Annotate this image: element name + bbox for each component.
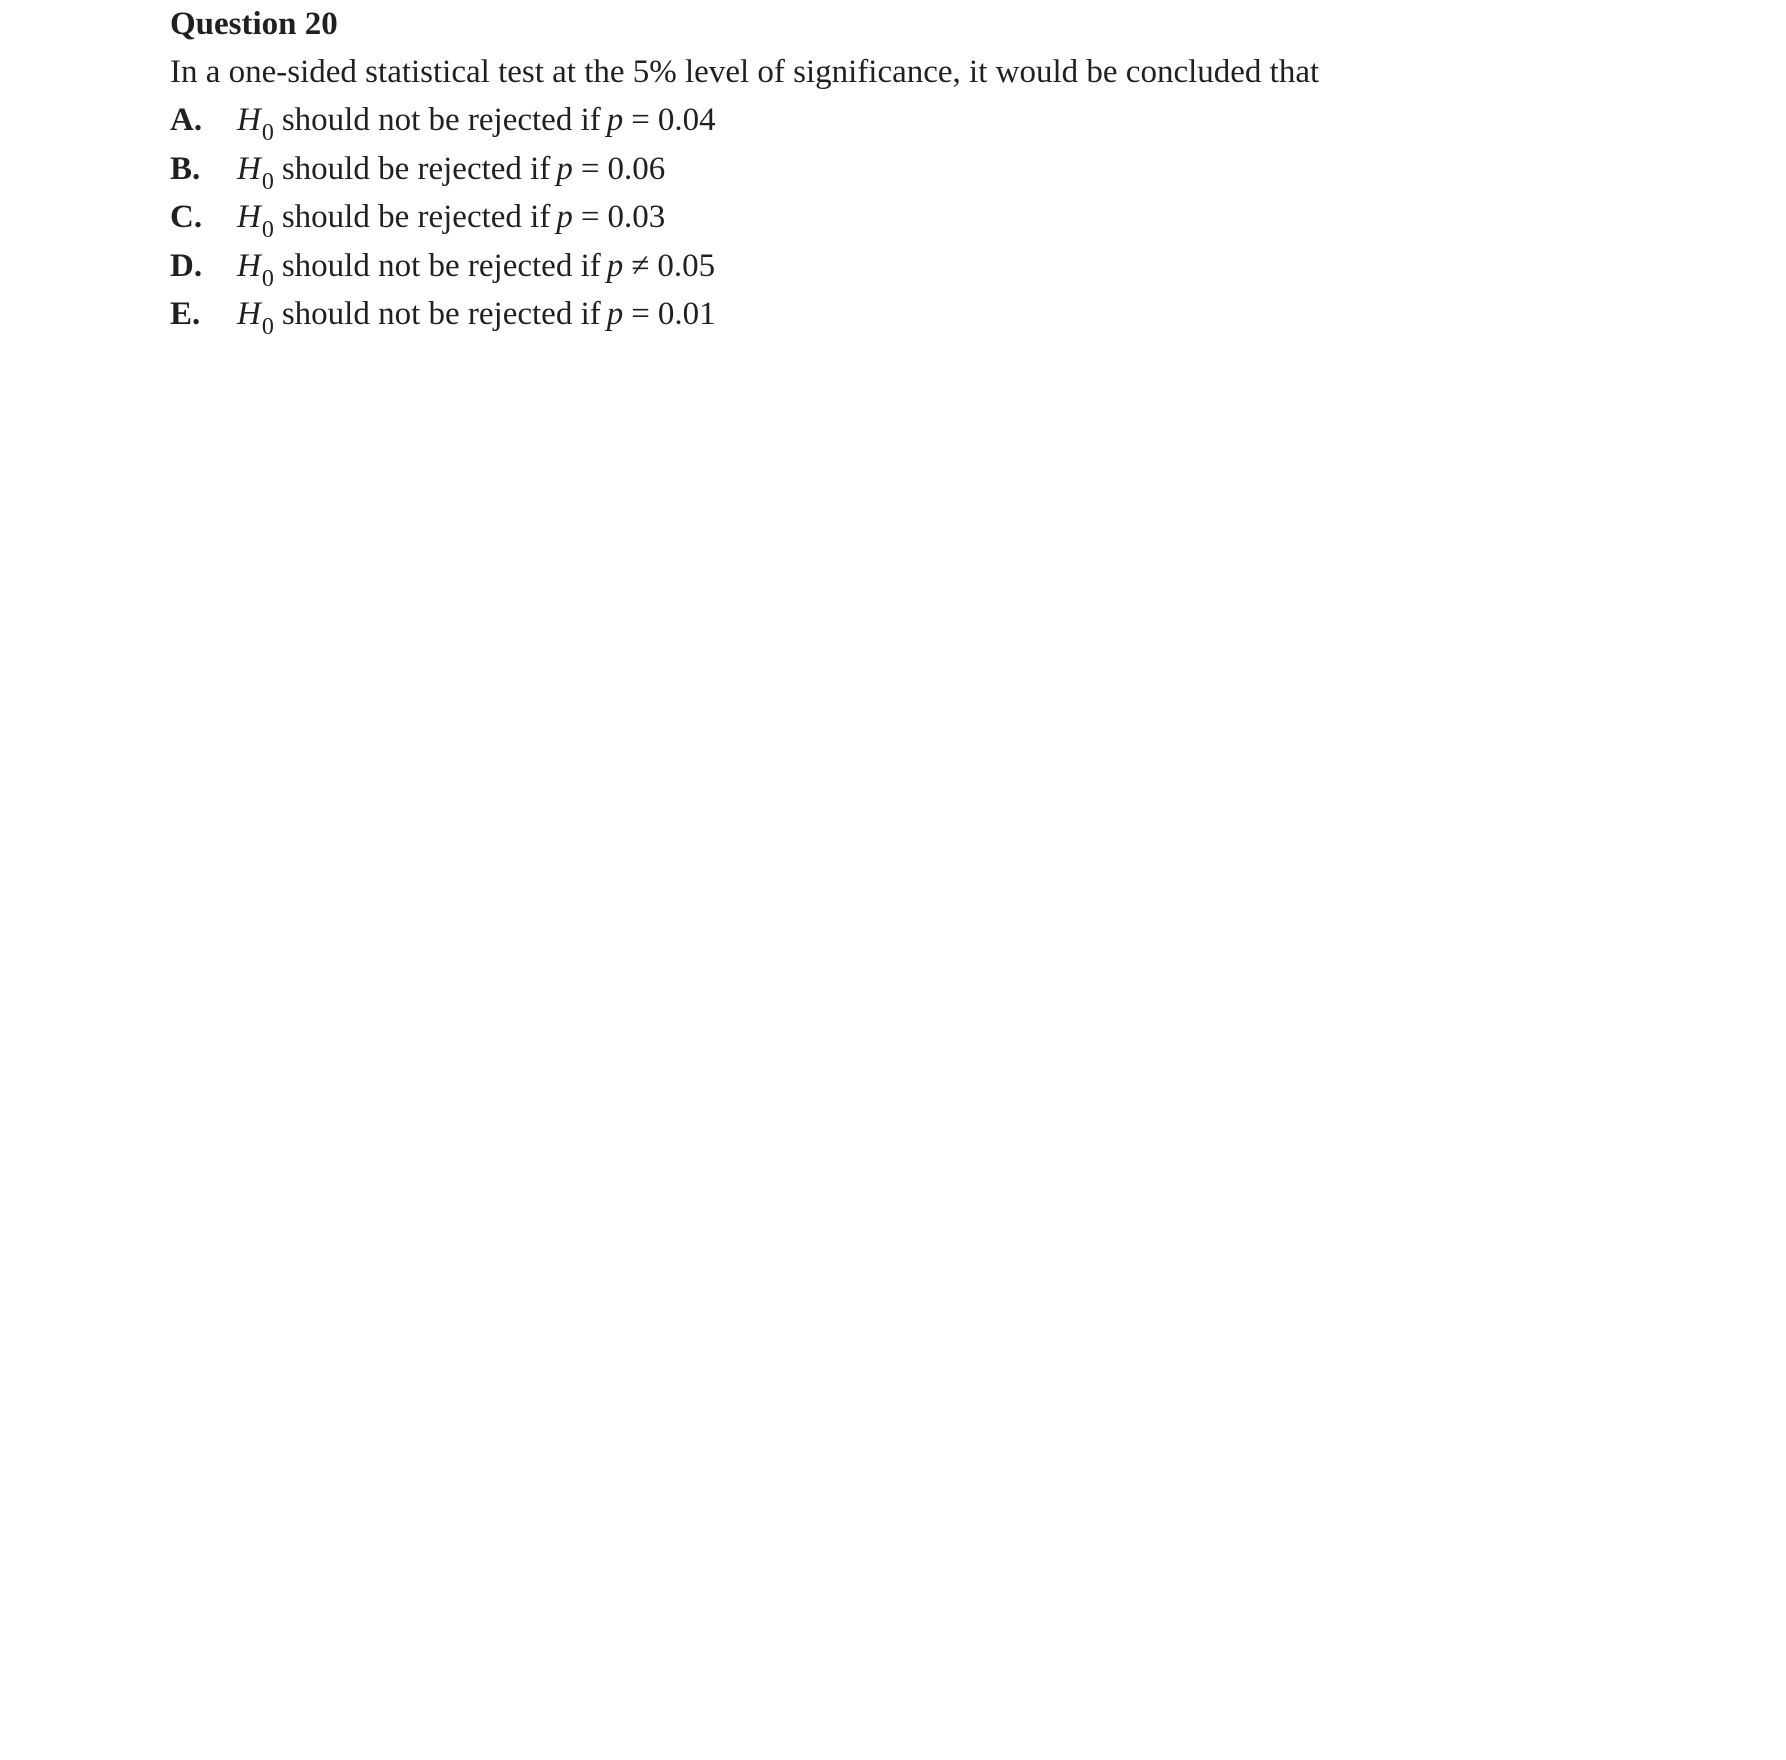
relation-symbol: = bbox=[580, 150, 600, 187]
p-value: 0.05 bbox=[657, 247, 716, 284]
hypothesis-subscript: 0 bbox=[261, 168, 274, 195]
p-symbol: p bbox=[606, 296, 624, 332]
hypothesis-symbol: H bbox=[237, 102, 261, 138]
hypothesis-subscript: 0 bbox=[261, 265, 274, 292]
hypothesis-symbol: H bbox=[237, 247, 261, 284]
p-symbol: p bbox=[556, 199, 573, 235]
question-stem: In a one-sided statistical test at the 5% level of significance, it would be concluded that bbox=[170, 54, 1320, 90]
option-statement: should not be rejected if bbox=[281, 247, 601, 284]
hypothesis-subscript: 0 bbox=[261, 217, 274, 243]
hypothesis-subscript: 0 bbox=[261, 314, 274, 340]
p-symbol: p bbox=[606, 102, 624, 138]
option-letter: C. bbox=[170, 199, 203, 235]
p-value: 0.03 bbox=[607, 199, 666, 235]
relation-symbol: = bbox=[580, 199, 600, 235]
option-statement: should not be rejected if bbox=[281, 296, 601, 332]
option-text bbox=[237, 149, 666, 195]
p-symbol: p bbox=[606, 247, 624, 284]
option-letter: E. bbox=[170, 296, 201, 332]
option-text bbox=[237, 246, 716, 292]
option-statement: should not be rejected if bbox=[281, 102, 601, 138]
option-text bbox=[237, 294, 716, 340]
question-title: Question 20 bbox=[170, 6, 338, 42]
option-letter: B. bbox=[170, 150, 201, 187]
relation-symbol: = bbox=[631, 102, 650, 138]
p-value: 0.06 bbox=[607, 150, 666, 187]
option-letter: D. bbox=[170, 247, 203, 284]
hypothesis-subscript: 0 bbox=[261, 120, 274, 146]
hypothesis-symbol: H bbox=[237, 150, 261, 187]
option-text bbox=[237, 100, 716, 146]
option-letter: A. bbox=[170, 102, 203, 138]
relation-symbol: = bbox=[631, 296, 650, 332]
option-text bbox=[237, 197, 666, 243]
p-value: 0.01 bbox=[657, 296, 716, 332]
relation-symbol: ≠ bbox=[631, 247, 650, 284]
p-value: 0.04 bbox=[657, 102, 716, 138]
p-symbol: p bbox=[556, 150, 573, 187]
hypothesis-symbol: H bbox=[237, 296, 261, 332]
option-statement: should be rejected if bbox=[281, 199, 551, 235]
option-statement: should be rejected if bbox=[281, 150, 551, 187]
hypothesis-symbol: H bbox=[237, 199, 261, 235]
